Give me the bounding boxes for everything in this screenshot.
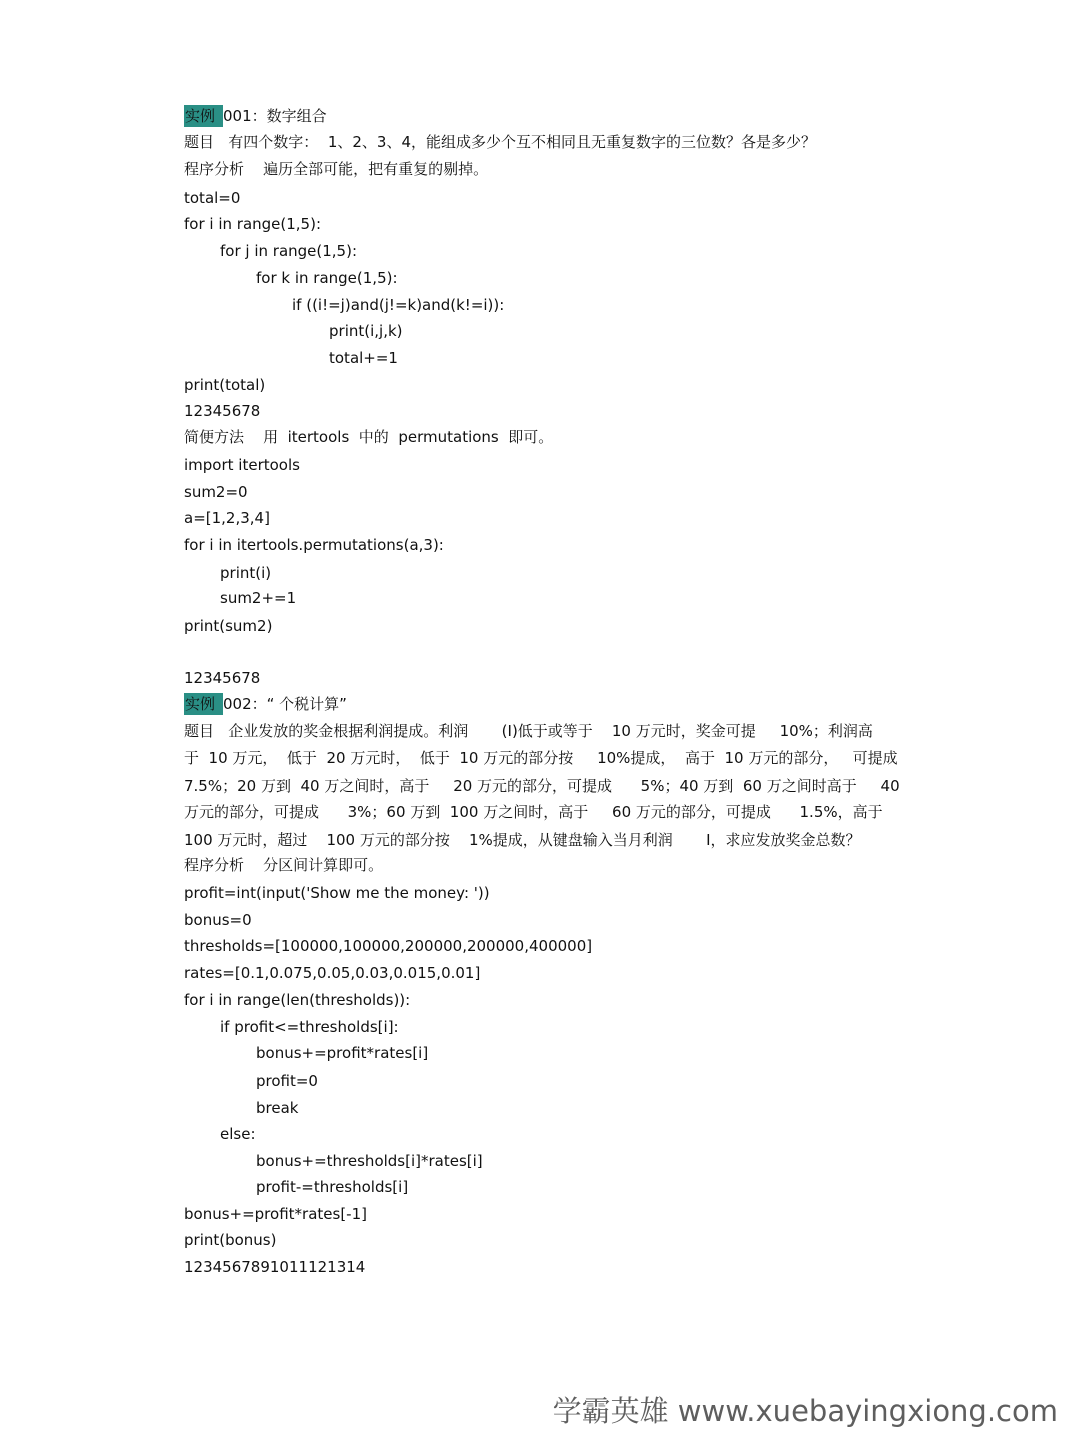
code-line: rates=[0.1,0.075,0.05,0.03,0.015,0.01] bbox=[184, 964, 481, 982]
watermark: 学霸英雄 www.xuebayingxiong.com bbox=[552, 1394, 1058, 1428]
code-line: print(i,j,k) bbox=[329, 322, 403, 340]
code-line: bonus+=thresholds[i]*rates[i] bbox=[256, 1152, 483, 1170]
example-1-analysis: 程序分析 遍历全部可能，把有重复的剔掉。 bbox=[184, 160, 489, 178]
line-numbers: 12345678 bbox=[184, 402, 261, 420]
code-line: bonus+=profit*rates[-1] bbox=[184, 1205, 367, 1223]
code-line: bonus+=profit*rates[i] bbox=[256, 1044, 429, 1062]
code-line: break bbox=[256, 1099, 299, 1117]
code-line: for i in range(1,5): bbox=[184, 215, 321, 233]
example-1-title: 001：数字组合 bbox=[223, 107, 327, 125]
code-line: a=[1,2,3,4] bbox=[184, 509, 270, 527]
code-line: total=0 bbox=[184, 189, 241, 207]
simple-method-note: 简便方法 用 itertools 中的 permutations 即可。 bbox=[184, 428, 554, 446]
example-2-heading bbox=[184, 693, 347, 715]
code-line: print(sum2) bbox=[184, 617, 273, 635]
code-line: if ((i!=j)and(j!=k)and(k!=i)): bbox=[292, 296, 505, 314]
code-line: total+=1 bbox=[329, 349, 398, 367]
code-line: print(total) bbox=[184, 376, 266, 394]
code-line: else: bbox=[220, 1125, 256, 1143]
code-line: bonus=0 bbox=[184, 911, 252, 929]
code-line: profit=int(input('Show me the money: ')) bbox=[184, 884, 490, 902]
example-2-question-line: 100 万元时，超过 100 万元的部分按 1%提成，从键盘输入当月利润 I，求应发放奖金总数？ bbox=[184, 831, 861, 849]
code-line: sum2+=1 bbox=[220, 589, 297, 607]
example-tag-highlight: 实例 bbox=[184, 693, 223, 715]
example-2-question-line: 于 10 万元， 低于 20 万元时， 低于 10 万元的部分按 10%提成， 高于 10 万元的部分， 可提成 bbox=[184, 749, 898, 767]
code-line: print(i) bbox=[220, 564, 272, 582]
example-1-question: 题目 有四个数字： 1、2、3、4，能组成多少个互不相同且无重复数字的三位数？各是多少？ bbox=[184, 133, 817, 151]
line-numbers: 12345678 bbox=[184, 669, 261, 687]
code-line: for j in range(1,5): bbox=[220, 242, 357, 260]
code-line: import itertools bbox=[184, 456, 300, 474]
code-line: for k in range(1,5): bbox=[256, 269, 398, 287]
example-2-question-line: 题目 企业发放的奖金根据利润提成。利润 (I)低于或等于 10 万元时，奖金可提 10%；利润高 bbox=[184, 722, 873, 740]
code-line: for i in itertools.permutations(a,3): bbox=[184, 536, 444, 554]
code-line: for i in range(len(thresholds)): bbox=[184, 991, 411, 1009]
example-tag-highlight: 实例 bbox=[184, 105, 223, 127]
code-line: sum2=0 bbox=[184, 483, 248, 501]
line-numbers: 1234567891011121314 bbox=[184, 1258, 366, 1276]
code-line: profit=0 bbox=[256, 1072, 318, 1090]
example-2-question-line: 7.5%；20 万到 40 万之间时，高于 20 万元的部分，可提成 5%；40 万到 60 万之间时高于 40 bbox=[184, 777, 900, 795]
example-2-question-line: 万元的部分，可提成 3%；60 万到 100 万之间时，高于 60 万元的部分，可提成 1.5%，高于 bbox=[184, 803, 883, 821]
example-1-heading bbox=[184, 105, 327, 127]
code-line: print(bonus) bbox=[184, 1231, 277, 1249]
example-2-analysis: 程序分析 分区间计算即可。 bbox=[184, 856, 384, 874]
code-line: thresholds=[100000,100000,200000,200000,400000] bbox=[184, 937, 593, 955]
example-2-title: 002：“ 个税计算” bbox=[223, 695, 347, 713]
code-line: profit-=thresholds[i] bbox=[256, 1178, 409, 1196]
code-line: if profit<=thresholds[i]: bbox=[220, 1018, 399, 1036]
